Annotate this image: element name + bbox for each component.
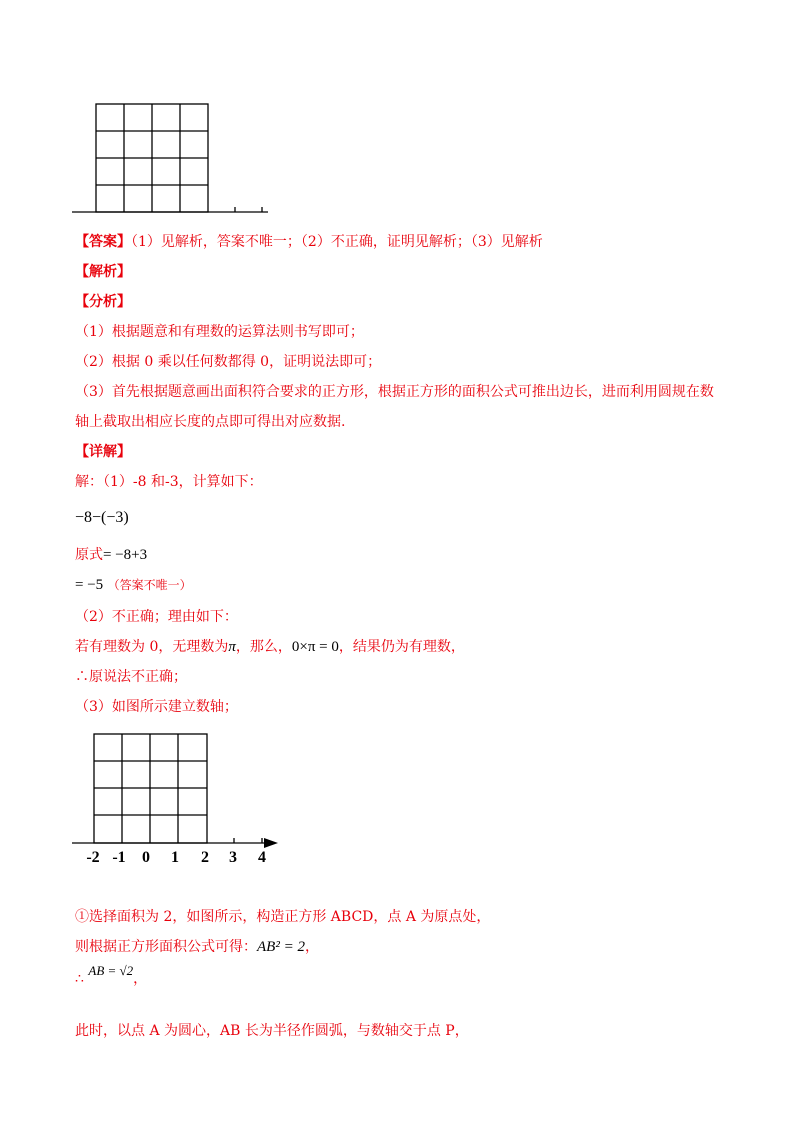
pi-symbol: π (228, 639, 236, 655)
detail-line-2: （2）不正确；理由如下： (75, 609, 238, 625)
axis-tick-label: 0 (142, 849, 150, 866)
answer-text: （1）见解析，答案不唯一；（2）不正确，证明见解析；（3）见解析 (131, 234, 543, 250)
detail-line-3c: ，结果仍为有理数， (338, 639, 465, 655)
therefore-symbol: ∴ (75, 971, 84, 987)
number-line-figure (0, 725, 800, 885)
expression-1: −8−(−3) (75, 509, 129, 526)
detail-line-5: （3）如图所示建立数轴； (75, 699, 238, 715)
expression-4: 0×π = 0 (291, 639, 339, 655)
detail-line-4: ∴原说法不正确； (75, 669, 187, 685)
detail-line-3 (75, 637, 465, 657)
axis-tick-label: -2 (86, 849, 100, 866)
yuanshi-line (75, 545, 147, 565)
axis-tick-label: 3 (229, 849, 237, 866)
top-grid-figure (0, 0, 800, 230)
answer-tag: 【答案】 (75, 234, 131, 250)
step-line-2-text: 则根据正方形面积公式可得： (75, 939, 257, 955)
axis-tick-label: 1 (171, 849, 179, 866)
fenxi-item-1: （1）根据题意和有理数的运算法则书写即可； (75, 324, 364, 340)
detail-line-3a: 若有理数为 0，无理数为 (75, 639, 229, 655)
axis-tick-label: 4 (258, 849, 266, 866)
answer-line (75, 232, 543, 252)
expression-2: = −8+3 (103, 547, 148, 563)
axis-tick-label: -1 (112, 849, 126, 866)
expression-3: = −5 (75, 577, 104, 593)
fenxi-item-2: （2）根据 0 乘以任何数都得 0，证明说法即可； (75, 354, 382, 370)
step-line-2-end: ， (304, 939, 319, 955)
step-line-4: 此时，以点 A 为圆心，AB 长为半径作圆弧，与数轴交于点 P， (75, 1023, 469, 1039)
result-line (75, 575, 192, 595)
axis-tick-label: 2 (201, 849, 209, 866)
note-answer-not-unique: （答案不唯一） (107, 578, 192, 592)
analysis-tag: 【解析】 (75, 264, 131, 280)
axis-arrow-icon (264, 838, 278, 848)
step-line-1: ①选择面积为 2，如图所示，构造正方形 ABCD，点 A 为原点处， (75, 909, 491, 925)
fenxi-item-3a: （3）首先根据题意画出面积符合要求的正方形，根据正方形的面积公式可推出边长，进而利用圆规在数 (75, 384, 714, 400)
area-formula: AB² = 2 (257, 939, 305, 955)
step-line-3 (75, 963, 148, 989)
fenxi-tag: 【分析】 (75, 294, 131, 310)
fenxi-item-3b: 轴上截取出相应长度的点即可得出对应数据. (75, 414, 346, 430)
step-line-3-end: ， (133, 971, 148, 987)
step-line-2 (75, 937, 319, 957)
yuanshi-label: 原式 (75, 547, 103, 563)
detail-line-1: 解：（1）-8 和-3，计算如下： (75, 474, 263, 490)
side-length-formula: AB = √2 (88, 963, 134, 978)
detail-tag: 【详解】 (75, 444, 131, 460)
detail-line-3b: ，那么， (235, 639, 292, 655)
